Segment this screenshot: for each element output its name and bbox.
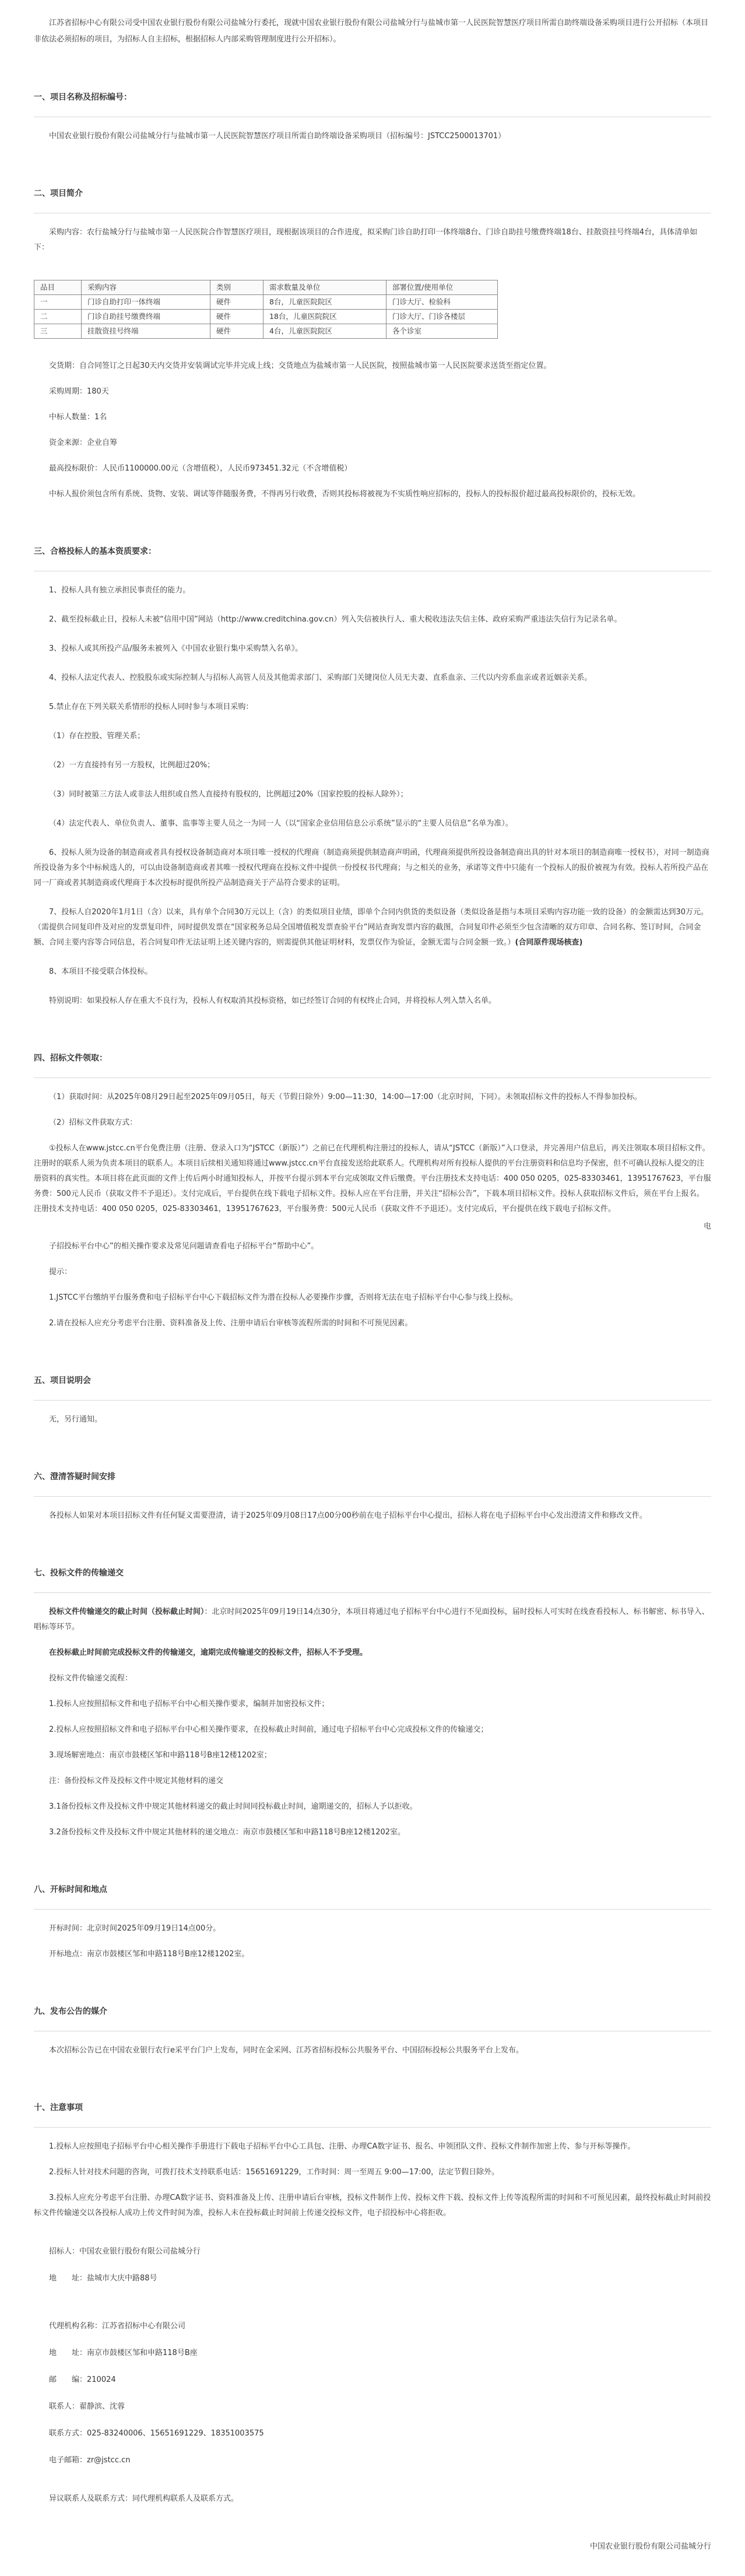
contact-person: 翟静滨、沈蓉: [79, 2402, 125, 2411]
section-notices: [34, 2100, 711, 2221]
email-line: [34, 2453, 711, 2468]
zip-label: 邮 编：: [49, 2375, 87, 2384]
signature: 中国农业银行股份有限公司盐城分行: [589, 2542, 711, 2551]
tip-item: 2.请在投标人应充分考虑平台注册、资料准备及上传、注册申请后台审核等流程所需的时间和不可预见因素。: [49, 1319, 413, 1328]
section-title: 七、投标文件的传输递交: [34, 1568, 124, 1578]
table-cell: 一: [34, 295, 82, 310]
table-cell: 4台，儿童医院院区: [263, 324, 386, 339]
paragraph: 1.投标人应按照招标文件和电子招标平台中心相关操作要求，编制并加密投标文件；: [49, 1700, 329, 1708]
paragraph: [34, 1605, 711, 1635]
requirement-item: 8、本项目不接受联合体投标。: [49, 967, 153, 976]
table-cell: 三: [34, 324, 82, 339]
requirement-item: （1）存在控股、管理关系；: [49, 732, 145, 740]
table-cell: 硬件: [210, 310, 263, 324]
divider: [34, 1909, 711, 1910]
contact-person-line: [34, 2399, 711, 2414]
paragraph: 无，另行通知。: [49, 1415, 103, 1424]
phone-line: [34, 2426, 711, 2441]
paragraph: 本次招标公告已在中国农业银行农行e采平台门户上发布，同时在金采网、江苏省招标投标公共服务平台、中国招标投标公共服务平台上发布。: [49, 2046, 523, 2055]
table-cell: 硬件: [210, 324, 263, 339]
table-header-cell: 采购内容: [82, 280, 210, 295]
paragraph: 子招投标平台中心”的相关操作要求及常见问题请查看电子招标平台“帮助中心”。: [49, 1242, 319, 1251]
table-row: [34, 324, 498, 339]
paragraph: 交货期：自合同签订之日起30天内交货并安装调试完毕并完成上线；交货地点为盐城市第一人民医院，按照盐城市第一人民医院要求送货至指定位置。: [49, 362, 551, 370]
paragraph: 开标地点：南京市鼓楼区邹和申路118号B座12楼1202室。: [49, 1950, 249, 1959]
requirement-item: 1、投标人具有独立承担民事责任的能力。: [49, 586, 191, 595]
section-title: 八、开标时间和地点: [34, 1885, 107, 1894]
paragraph: 中标人报价须包含所有系统、货物、安装、调试等伴随服务费，不得再另行收费，否则其投标将被视为不实质性响应招标的，投标人的投标报价超过最高投标限价的，投标无效。: [49, 490, 641, 499]
paragraph: （2）招标文件获取方式：: [49, 1118, 138, 1127]
table-row: [34, 295, 498, 310]
section-title: 五、项目说明会: [34, 1376, 91, 1385]
paragraph: 资金来源：企业自筹: [49, 438, 118, 447]
table-header-cell: 类别: [210, 280, 263, 295]
requirement-text: 7、投标人自2020年1月1日（含）以来，具有单个合同30万元以上（含）的类似项目业绩，即单个合同内供货的类似设备（类似设备是指与本项目采购内容功能一致的设备）的金额需达到30万元。（需提供合同复印件及对应的发票复印件，同时提供发票在“国家税务总局全国增值税发票查验平台”网站查询发票内容的截图，合同复印件必须至少包含清晰的双方印章、合同名称、签订时间，合同金额、合同主要内容等合同信息，若合同复印件无法证明上述关键内容的，则需提供其他证明材料，发票仅作为验证，金额无需与合同金额一致。）: [34, 908, 708, 947]
section-clarification: [34, 1469, 711, 1524]
divider: [34, 1496, 711, 1497]
agency-address: 南京市鼓楼区邹和申路118号B座: [87, 2349, 198, 2357]
section-title: 十、注意事项: [34, 2103, 83, 2112]
requirement-item: （4）法定代表人、单位负责人、董事、监事等主要人员之一为同一人（以“国家企业信用信息公示系统”显示的“主要人员信息”名单为准）。: [49, 819, 513, 828]
paragraph: 采购周期：180天: [49, 387, 109, 396]
paragraph: 3.2备份投标文件及投标文件中规定其他材料的递交地点：南京市鼓楼区邹和申路118号B座12楼1202室。: [49, 1828, 406, 1837]
paragraph: 在投标截止时间前完成投标文件的传输递交，逾期完成传输递交的投标文件，招标人不予受理。: [49, 1648, 368, 1657]
table-cell: 18台，儿童医院院区: [263, 310, 386, 324]
phone-label: 联系方式：: [49, 2429, 87, 2438]
divider: [34, 1400, 711, 1401]
requirement-item: （2）一方直接持有另一方股权，比例超过20%；: [49, 761, 215, 770]
objection-contact-note: 异议联系人及联系方式：同代理机构联系人及联系方式。: [49, 2494, 239, 2503]
email-link[interactable]: zr@jstcc.cn: [87, 2456, 131, 2465]
contact-phone: 025-83240006、15651691229、18351003575: [87, 2429, 264, 2438]
agency-name: 江苏省招标中心有限公司: [102, 2322, 186, 2331]
paragraph: 投标文件传输递交流程：: [49, 1674, 133, 1683]
table-header-cell: 需求数量及单位: [263, 280, 386, 295]
paragraph: 3.投标人应充分考虑平台注册、办理CA数字证书、资料准备及上传、注册申请后台审核，投标文件制作上传、投标文件下载、投标文件上传等流程所需的时间和不可预见因素，最终投标截止时间前投标文件传输递交以各投标人成功上传文件时间为准，投标人未在投标截止时间前上传递交投标文件，电子招投标中心将拒收。: [34, 2194, 711, 2217]
address-label: 地 址：: [49, 2274, 87, 2283]
paragraph: 中标人数量：1名: [49, 413, 107, 422]
emphasis-text: (合同原件现场核查): [515, 938, 583, 947]
paragraph: （1）获取时间：从2025年08月29日起至2025年09月05日，每天（节假日除外）9:00—11:30，14:00—17:00（北京时间，下同）。未领取招标文件的投标人不得参加投标。: [49, 1093, 642, 1101]
section-title: 四、招标文件领取：: [34, 1054, 107, 1063]
requirement-item: 2、截至投标截止日，投标人未被“信用中国”网站（http://www.creditchina.gov.cn）列入失信被执行人、重大税收违法失信主体、政府采购严重违法失信行为记录名单。: [49, 615, 622, 624]
section-submission: [34, 1566, 711, 1840]
paragraph: ①投标人在www.jstcc.cn平台免费注册（注册、登录入口为“JSTCC（新版）”）之前已在代理机构注册过的投标人，请从“JSTCC（新版）”入口登录，并完善用户信息后，再关注领取本项目招标文件。注册时的联系人须为负责本项目的联系人。本项目后续相关通知将通过www.jstcc.cn平台直接发送给此联系人。代理机构对所有投标人提供的平台注册资料和信息均予保密，但不可确认投标人提交的注册资料的真实性。本项目将在此页面的文件上传后两小时通知投标人，并按平台提示到本平台完成领取文件后缴费。平台注册技术支持电话：400 050 0205，025-83303461，13951767623，平台服务费：500元人民币（获取文件不予退还）。支付完成后，平台提供在线下载电子招标文件。投标人应在平台注册，并关注“招标公告”，下载本项目招标文件。投标人获取招标文件后，须在平台上报名。注册技术支持电话：400 050 0205，025-83303461，13951767623，平台服务费：500元人民币（获取文件不予退还）。支付完成后，平台提供在线下载电子招标文件。: [34, 1144, 711, 1213]
deadline-text: ：北京时间2025年09月19日14点30分，本项目将通过电子招标平台中心进行不见面投标，届时投标人可实时在线查看投标人、标书解密、标书导入、唱标等环节。: [34, 1608, 709, 1631]
bidder-line: [34, 2244, 711, 2259]
table-cell: 硬件: [210, 295, 263, 310]
paragraph: 3.现场解密地点：南京市鼓楼区邹和申路118号B座12楼1202室；: [49, 1751, 272, 1760]
tip-label: 提示：: [49, 1268, 72, 1276]
tip-item: 1.JSTCC平台缴纳平台服务费和电子招标平台中心下载招标文件为潜在投标人必要操作步骤，否则将无法在电子招标平台中心参与线上投标。: [49, 1293, 518, 1302]
paragraph: 开标时间：北京时间2025年09月19日14点00分。: [49, 1924, 221, 1933]
deadline-label: 投标文件传输递交的截止时间（投标截止时间）: [49, 1608, 205, 1616]
section-project-name: [34, 90, 711, 144]
table-cell: 二: [34, 310, 82, 324]
table-cell: 门诊自助打印一体终端: [82, 295, 210, 310]
bidder-name: 中国农业银行股份有限公司盐城分行: [79, 2247, 201, 2256]
intro-paragraph: 江苏省招标中心有限公司受中国农业银行股份有限公司盐城分行委托，现就中国农业银行股份有限公司盐城分行与盐城市第一人民医院智慧医疗项目所需自助终端设备采购项目进行公开招标（本项目非依法必须招标的项目，为招标人自主招标，根据招标人内部采购管理制度进行公开招标）。: [34, 19, 709, 44]
section-document-obtain: [34, 1051, 711, 1331]
bidder-address: 盐城市大庆中路88号: [87, 2274, 157, 2283]
table-header-row: [34, 280, 498, 295]
divider: [34, 1592, 711, 1593]
section-title: 九、发布公告的媒介: [34, 2007, 107, 2016]
zip-line: [34, 2373, 711, 2388]
paragraph: 2.投标人应按照招标文件和电子招标平台中心相关操作要求，在投标截止时间前，通过电子招标平台中心完成投标文件的传输递交；: [49, 1725, 489, 1734]
agency-line: [34, 2319, 711, 2334]
requirement-item: 6、投标人须为设备的制造商或者具有授权设备制造商对本项目唯一授权的代理商（制造商须提供制造商声明函，代理商须提供所投设备制造商出具的针对本项目的制造商唯一授权书），对同一制造商所投设备为多个中标候选人的，可以由设备制造商或者其唯一授权代理商在投标文件中提供一份授权书代理商；与之相关的业务，承诺等文件中只能有一个投标人的报价被视为有效。投标人若所投产品在同一厂商或者其制造商或代理商于本次投标时提供所投产品制造商关于产品符合要求的证明。: [34, 848, 709, 887]
requirement-item: 5.禁止存在下列关联关系情形的投标人同时参与本项目采购：: [49, 703, 254, 711]
section-media: [34, 2004, 711, 2058]
table-cell: 门诊大厅、门诊各楼层: [386, 310, 498, 324]
table-cell: 各个诊室: [386, 324, 498, 339]
requirement-item: 4、投标人法定代表人、控股股东或实际控制人与招标人高管人员及其他需求部门、采购部门关键岗位人员无夫妻、直系血亲、三代以内旁系血亲或者近姻亲关系。: [49, 673, 592, 682]
paragraph: 采购内容：农行盐城分行与盐城市第一人民医院合作智慧医疗项目，现根据该项目的合作进度，拟采购门诊自助打印一体终端8台、门诊自助挂号缴费终端18台、挂散资挂号终端4台，具体清单如下：: [34, 228, 698, 252]
contact-block: [34, 2244, 711, 2507]
paragraph: 最高投标限价：人民币1100000.00元（含增值税），人民币973451.32元（不含增值税）: [49, 464, 352, 473]
section-project-intro: [34, 186, 711, 502]
paragraph: 各投标人如果对本项目招标文件有任何疑义需要澄清，请于2025年09月08日17点00分00秒前在电子招标平台中心提出，招标人将在电子招标平台中心发出澄清文件和修改文件。: [49, 1511, 647, 1520]
zip-code: 210024: [87, 2375, 116, 2384]
paragraph: 3.1备份投标文件及投标文件中规定其他材料递交的截止时间同投标截止时间，逾期递交的，招标人予以拒收。: [49, 1802, 417, 1811]
requirement-item: （3）同时被第三方法人或非法人组织或自然人直接持有股权的，比例超过20%（国家控股的投标人除外）；: [49, 790, 408, 799]
section-qualifications: [34, 544, 711, 1009]
requirement-item: [34, 905, 711, 950]
section-title: 六、澄清答疑时间安排: [34, 1472, 115, 1482]
section-opening: [34, 1882, 711, 1962]
section-title: 一、项目名称及招标编号：: [34, 93, 132, 102]
paragraph: 2.投标人针对技术问题的咨询，可拨打技术支持联系电话：15651691229，工作时间：周一至周五 9:00—17:00，法定节假日除外。: [49, 2168, 500, 2177]
section-title: 三、合格投标人的基本资质要求：: [34, 547, 156, 556]
table-cell: 门诊大厅、检验科: [386, 295, 498, 310]
section-briefing: [34, 1373, 711, 1427]
table-cell: 门诊自助挂号缴费终端: [82, 310, 210, 324]
table-row: [34, 310, 498, 324]
paragraph: 1.投标人应按照电子招标平台中心相关操作手册进行下载电子招标平台中心工具包、注册、办理CA数字证书、报名、申领团队文件、投标文件制作加密上传、参与开标等操作。: [49, 2142, 635, 2151]
special-note: 特别说明：如果投标人存在重大不良行为，投标人有权取消其投标资格，如已经签订合同的有权终止合同，并将投标人列入禁入名单。: [49, 996, 497, 1005]
table-header-cell: 部署位置/使用单位: [386, 280, 498, 295]
bidder-label: 招标人：: [49, 2247, 80, 2256]
person-label: 联系人：: [49, 2402, 80, 2411]
table-header-cell: 品目: [34, 280, 82, 295]
address-label: 地 址：: [49, 2349, 87, 2357]
table-cell: 挂散资挂号终端: [82, 324, 210, 339]
procurement-table: [34, 280, 498, 339]
agency-label: 代理机构名称：: [49, 2322, 103, 2331]
table-cell: 8台，儿童医院院区: [263, 295, 386, 310]
paragraph: 中国农业银行股份有限公司盐城分行与盐城市第一人民医院智慧医疗项目所需自助终端设备采购项目（招标编号：JSTCC2500013701）: [49, 132, 506, 141]
requirement-item: 3、投标人或其所投产品/服务未被列入《中国农业银行集中采购禁入名单》。: [49, 644, 303, 653]
line-edge-text: 电: [703, 1222, 711, 1231]
divider: [34, 2127, 711, 2128]
section-title: 二、项目简介: [34, 189, 83, 198]
email-label: 电子邮箱：: [49, 2456, 87, 2465]
agency-address-line: [34, 2346, 711, 2361]
bidder-address-line: [34, 2271, 711, 2286]
paragraph: 注：备份投标文件及投标文件中规定其他材料的递交: [49, 1777, 224, 1785]
